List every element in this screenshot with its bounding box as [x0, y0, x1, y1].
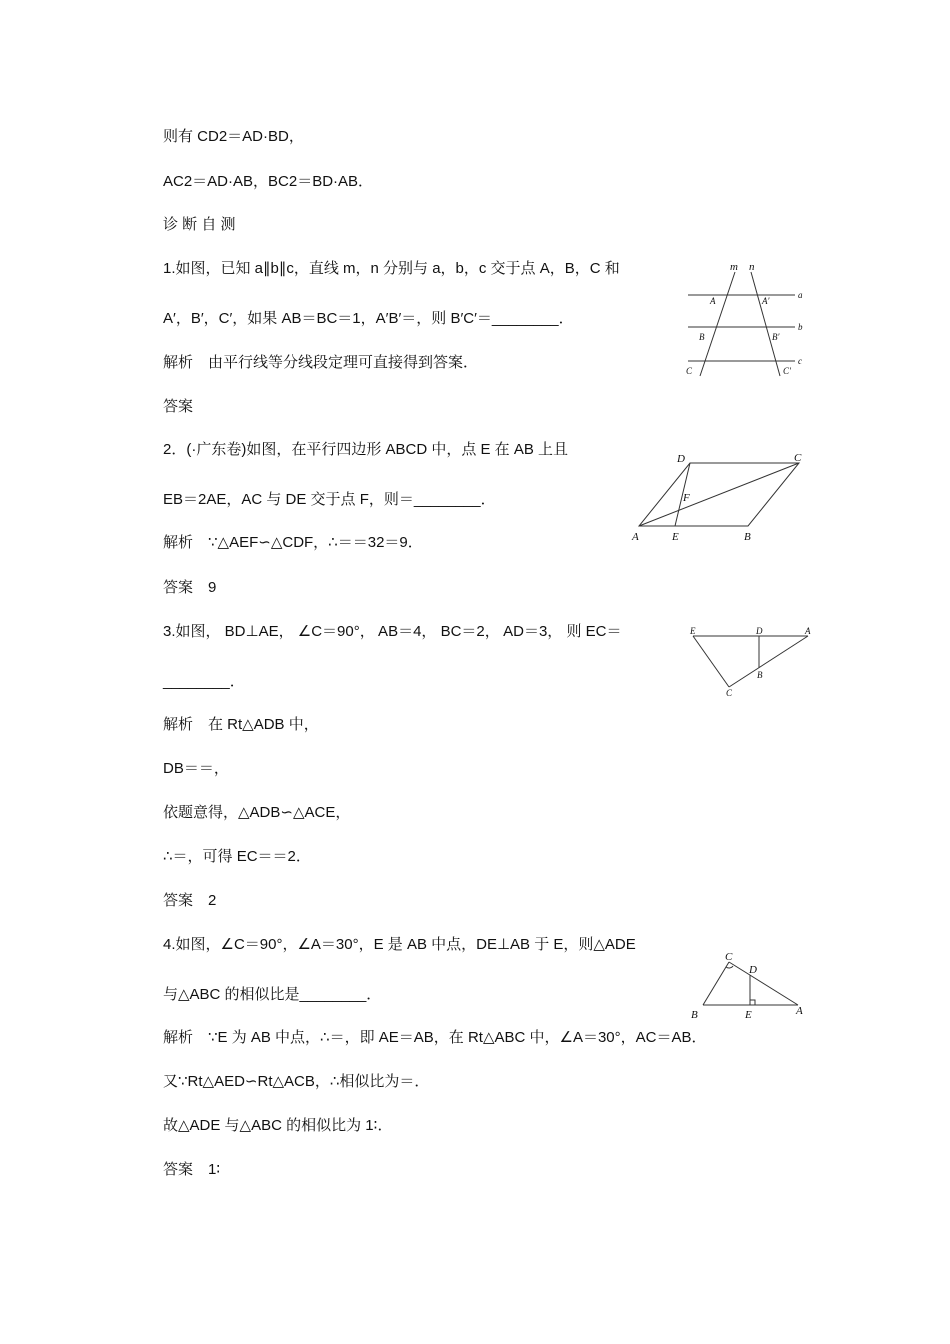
q4-stem-line-1: 4.如图，∠C＝90°，∠A＝30°，E 是 AB 中点，DE⊥AB 于 E，则△ADE: [163, 936, 636, 953]
q2-stem-line-2: EB＝2AE，AC 与 DE 交于点 F，则＝________．: [163, 491, 496, 508]
label-c: c: [798, 356, 802, 366]
label-a: a: [798, 290, 803, 300]
label-F: F: [683, 492, 690, 504]
label-E: E: [745, 1009, 752, 1021]
q3-analysis-line-4: ∴＝，可得 EC＝＝2．: [163, 848, 311, 865]
q2-analysis: 解析 ∵△AEF∽△CDF，∴＝＝32＝9．: [163, 534, 423, 551]
q2-stem-line-1: 2．(·广东卷)如图，在平行四边形 ABCD 中，点 E 在 AB 上且: [163, 441, 569, 458]
figure-parallel-lines: [683, 258, 813, 383]
q3-stem-line-1: 3.如图， BD⊥AE， ∠C＝90°， AB＝4， BC＝2， AD＝3， 则 EC＝: [163, 623, 622, 640]
q3-analysis-line-2: DB＝＝，: [163, 760, 229, 777]
q4-analysis-line-2: 又∵Rt△AED∽Rt△ACB，∴相似比为＝．: [163, 1073, 430, 1090]
label-m: m: [730, 261, 738, 273]
label-n: n: [749, 261, 755, 273]
label-A-prime: A′: [762, 296, 770, 306]
label-A: A: [710, 296, 716, 306]
label-b: b: [798, 322, 803, 332]
label-A: A: [632, 531, 639, 543]
q4-stem-line-2: 与△ABC 的相似比是________．: [163, 986, 382, 1003]
section-heading: 诊 断 自 测: [163, 216, 236, 233]
label-C: C: [726, 688, 733, 698]
q1-analysis: 解析 由平行线等分线段定理可直接得到答案．: [163, 354, 479, 371]
q3-analysis-line-1: 解析 在 Rt△ADB 中，: [163, 716, 319, 733]
label-C: C: [794, 452, 802, 464]
label-B: B: [691, 1009, 698, 1021]
label-C: C: [686, 366, 693, 376]
label-D: D: [756, 626, 763, 636]
label-B: B: [699, 332, 705, 342]
q4-analysis-line-3: 故△ADE 与△ABC 的相似比为 1∶．: [163, 1117, 393, 1134]
figure-parallelogram: [628, 448, 813, 543]
label-A: A: [805, 626, 811, 636]
q3-analysis-line-3: 依题意得，△ADB∽△ACE，: [163, 804, 351, 821]
label-A: A: [796, 1005, 803, 1017]
q3-answer: 答案 2: [163, 892, 217, 909]
q1-answer: 答案: [163, 398, 194, 415]
text-line-2: AC2＝AD·AB，BC2＝BD·AB．: [163, 173, 374, 190]
figure-triangle-bd-perp: [688, 624, 818, 699]
label-B: B: [757, 670, 763, 680]
q1-stem-line-2: A′，B′，C′，如果 AB＝BC＝1，A′B′＝，则 B′C′＝________．: [163, 310, 574, 327]
label-B-prime: B′: [772, 332, 780, 342]
label-D: D: [677, 453, 685, 465]
figure-right-triangle: [688, 947, 813, 1022]
label-C: C: [725, 951, 733, 963]
label-E: E: [690, 626, 696, 636]
q3-stem-line-2: ________．: [163, 673, 245, 690]
label-B: B: [744, 531, 751, 543]
label-E: E: [672, 531, 679, 543]
q4-analysis-line-1: 解析 ∵E 为 AB 中点，∴＝，即 AE＝AB，在 Rt△ABC 中，∠A＝30°，AC＝AB．: [163, 1029, 707, 1046]
q2-answer: 答案 9: [163, 579, 217, 596]
q4-answer: 答案 1∶: [163, 1161, 221, 1178]
label-C-prime: C′: [783, 366, 791, 376]
label-D: D: [749, 964, 757, 976]
q1-stem-line-1: 1.如图，已知 a∥b∥c，直线 m，n 分别与 a，b，c 交于点 A，B，C 和: [163, 260, 620, 277]
text-line-1: 则有 CD2＝AD·BD，: [163, 128, 304, 145]
